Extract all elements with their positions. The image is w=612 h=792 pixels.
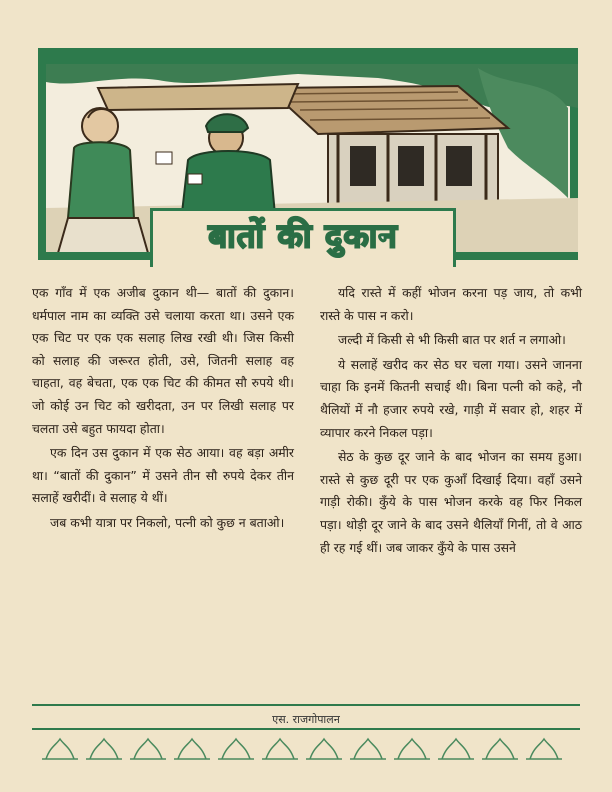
paragraph: एक दिन उस दुकान में एक सेठ आया। वह बड़ा अमीर था। “बातों की दुकान” में उसने तीन सौ रुपये देकर तीन सलाहें खरीदीं। वे सलाह ये थीं। — [32, 445, 294, 506]
right-column — [320, 282, 582, 561]
left-column — [32, 282, 294, 537]
story-title: बातों की दुकान — [208, 216, 398, 255]
paragraph: एक गाँव में एक अजीब दुकान थी— बातों की दुकान। धर्मपाल नाम का व्यक्ति उसे चलाया करता था। उसने एक एक चिट पर एक एक सलाह लिख रखी थी। जिस किसी को सलाह की जरूरत होती, उसे, जितनी सलाह वह चाहता, वह बेचता, एक एक चिट की कीमत सौ रुपये थी। जो कोई उन चिट को खरीदता, उन पर लिखी सलाह पर चलता उसे बहुत फायदा होता। — [32, 285, 294, 436]
divider-line — [32, 704, 580, 706]
paragraph: यदि रास्ते में कहीं भोजन करना पड़ जाय, तो कभी रास्ते के पास न करो। — [320, 285, 582, 323]
paragraph: ये सलाहें खरीद कर सेठ घर चला गया। उसने जानना चाहा कि इनमें कितनी सचाई थी। बिना पत्नी को कहे, नौ थैलियों में नौ हजार रुपये रखे, गाड़ी में सवार हो, शहर में व्यापार करने निकल पड़ा। — [320, 356, 582, 440]
paragraph: जल्दी में किसी से भी किसी बात पर शर्त न लगाओ। — [338, 332, 566, 348]
decorative-border — [36, 733, 576, 763]
paragraph: जब कभी यात्रा पर निकलो, पत्नी को कुछ न बताओ। — [50, 514, 285, 530]
author-byline: एस. राजगोपालन — [272, 713, 340, 726]
divider-line — [32, 728, 580, 730]
paragraph: सेठ के कुछ दूर जाने के बाद भोजन का समय हुआ। रास्ते से कुछ दूरी पर एक कुआँ दिखाई दिया। वहाँ उसने गाड़ी रोकी। कुँये के पास भोजन करके वह फिर निकल पड़ा। थोड़ी दूर जाने के बाद उसने थैलियाँ गिनीं, तो वे आठ ही रह गई थीं। जब जाकर कुँये के पास उसने — [320, 449, 582, 555]
